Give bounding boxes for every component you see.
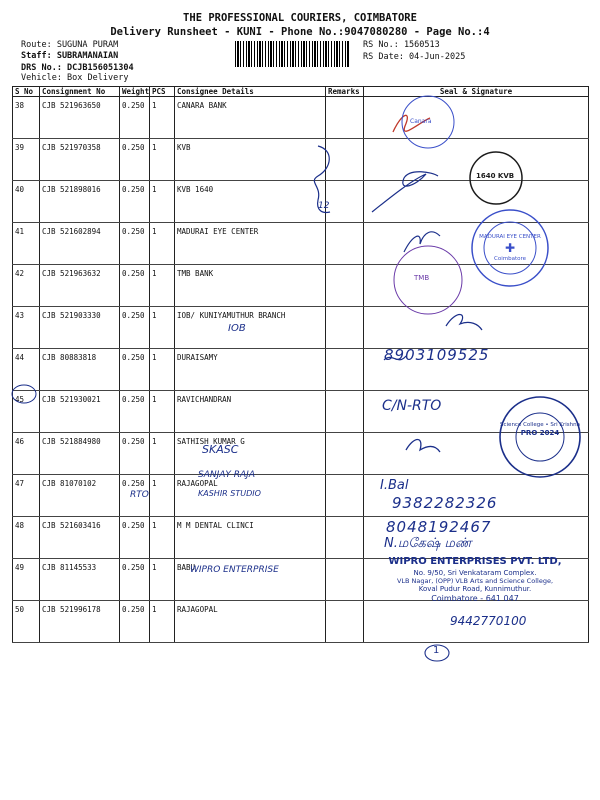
- cell-pcs: 1: [150, 475, 175, 517]
- cell-consignment-no: CJB 521898016: [40, 181, 120, 223]
- staff-label: Staff: SUBRAMANAIAN: [21, 51, 119, 61]
- cell-weight: 0.250: [120, 475, 150, 517]
- cell-consignee: KVB: [175, 139, 326, 181]
- wipro-stamp-line1: No. 9/50, Sri Venkataram Complex.: [413, 568, 537, 577]
- cell-consignment-no: CJB 521963632: [40, 265, 120, 307]
- madurai-stamp-ring: MADURAI EYE CENTER: [479, 234, 541, 240]
- sri-krishna-stamp: [500, 422, 580, 438]
- cell-pcs: 1: [150, 349, 175, 391]
- madurai-stamp-city: Coimbatore: [494, 255, 526, 262]
- hand-phone-50: 9442770100: [450, 614, 527, 628]
- cell-consignee: IOB/ KUNIYAMUTHUR BRANCH: [175, 307, 326, 349]
- cell-sno: 49: [13, 559, 40, 601]
- rs-date-label: RS Date: 04-Jun-2025: [363, 52, 466, 62]
- cell-sno: 39: [13, 139, 40, 181]
- hand-phone-44: 8903109525: [384, 346, 490, 364]
- hand-wipro: WIPRO ENTERPRISE: [190, 565, 279, 575]
- cell-weight: 0.250: [120, 559, 150, 601]
- cell-sno: 50: [13, 601, 40, 643]
- cell-consignment-no: CJB 521930021: [40, 391, 120, 433]
- cell-weight: 0.250: [120, 433, 150, 475]
- drs-label: DRS No.: DCJB156051304: [21, 63, 134, 73]
- cell-pcs: 1: [150, 391, 175, 433]
- cell-consignment-no: CJB 521903330: [40, 307, 120, 349]
- cell-consignment-no: CJB 81145533: [40, 559, 120, 601]
- hand-ibal: I.Bal: [380, 478, 409, 493]
- route-label: Route: SUGUNA PURAM: [21, 40, 119, 50]
- hand-circled-1: 1: [433, 645, 440, 656]
- col-weight-header: Weight: [120, 87, 150, 97]
- cell-consignee: BABU: [175, 559, 326, 601]
- cell-sno: 40: [13, 181, 40, 223]
- col-seal-header: Seal & Signature: [364, 87, 589, 97]
- madurai-eye-stamp: [472, 234, 548, 263]
- cell-consignment-no: CJB 521884980: [40, 433, 120, 475]
- cell-consignee: M M DENTAL CLINCI: [175, 517, 326, 559]
- cell-weight: 0.250: [120, 391, 150, 433]
- col-remarks-header: Remarks: [326, 87, 364, 97]
- wipro-stamp-line2: VLB Nagar, (OPP) VLB Arts and Science College,: [396, 577, 554, 586]
- cell-pcs: 1: [150, 265, 175, 307]
- cell-pcs: 1: [150, 139, 175, 181]
- cell-consignee: DURAISAMY: [175, 349, 326, 391]
- hand-sanjay-raja: SANJAY RAJA: [198, 470, 255, 480]
- col-consignee-header: Consignee Details: [175, 87, 326, 97]
- cell-consignment-no: CJB 81070102: [40, 475, 120, 517]
- cell-weight: 0.250: [120, 181, 150, 223]
- wipro-stamp-line3: Koval Pudur Road, Kunnimuthur.: [418, 585, 532, 594]
- cell-consignment-no: CJB 80883818: [40, 349, 120, 391]
- wipro-stamp-line4: Coimbatore - 641 047: [431, 594, 519, 604]
- cell-pcs: 1: [150, 433, 175, 475]
- cell-consignment-no: CJB 521970358: [40, 139, 120, 181]
- wipro-stamp: [370, 556, 580, 604]
- runsheet-title: Delivery Runsheet - KUNI - Phone No.:9047080280 - Page No.:4: [110, 26, 490, 38]
- cell-consignment-no: CJB 521603416: [40, 517, 120, 559]
- cell-consignment-no: CJB 521963650: [40, 97, 120, 139]
- cell-pcs: 1: [150, 181, 175, 223]
- hand-name-48: N.மகேஷ் மண்: [384, 536, 472, 551]
- cell-sno: 42: [13, 265, 40, 307]
- cell-sno: 43: [13, 307, 40, 349]
- canara-stamp: Canara: [410, 118, 432, 125]
- cell-consignee: CANARA BANK: [175, 97, 326, 139]
- col-consignment-header: Consignment No: [40, 87, 120, 97]
- cell-consignee: RAVICHANDRAN: [175, 391, 326, 433]
- cell-weight: 0.250: [120, 601, 150, 643]
- rs-no-label: RS No.: 1560513: [363, 40, 440, 50]
- hand-kashir-studio: KASHIR STUDIO: [198, 489, 261, 498]
- cell-weight: 0.250: [120, 265, 150, 307]
- cell-sno: 47: [13, 475, 40, 517]
- cell-weight: 0.250: [120, 307, 150, 349]
- cell-pcs: 1: [150, 223, 175, 265]
- company-title: THE PROFESSIONAL COURIERS, COIMBATORE: [183, 12, 417, 24]
- kvb-stamp: 1640 KVB: [476, 172, 515, 180]
- cell-weight: 0.250: [120, 97, 150, 139]
- cell-consignee: MADURAI EYE CENTER: [175, 223, 326, 265]
- cell-weight: 0.250: [120, 349, 150, 391]
- sri-krishna-ring: Science College • Sri Krishna: [500, 422, 580, 428]
- hand-phone-48: 8048192467: [386, 518, 492, 536]
- col-sno-header: S No: [13, 87, 40, 97]
- cell-consignee: TMB BANK: [175, 265, 326, 307]
- madurai-stamp-cross-icon: ✚: [504, 240, 516, 255]
- cell-consignment-no: CJB 521602894: [40, 223, 120, 265]
- cell-consignment-no: CJB 521996178: [40, 601, 120, 643]
- cell-pcs: 1: [150, 601, 175, 643]
- cell-pcs: 1: [150, 97, 175, 139]
- cell-weight: 0.250: [120, 139, 150, 181]
- cell-consignee: RAJAGOPAL: [175, 601, 326, 643]
- cell-weight: 0.250: [120, 223, 150, 265]
- cell-sno: 46: [13, 433, 40, 475]
- cell-sno: 38: [13, 97, 40, 139]
- cell-sno: 48: [13, 517, 40, 559]
- cell-consignee: SATHISH KUMAR G: [175, 433, 326, 475]
- cell-sno: 41: [13, 223, 40, 265]
- cell-sno: 44: [13, 349, 40, 391]
- cell-sno: 45: [13, 391, 40, 433]
- hand-phone-47: 9382282326: [392, 494, 498, 512]
- cell-consignee: KVB 1640: [175, 181, 326, 223]
- cell-pcs: 1: [150, 307, 175, 349]
- cell-pcs: 1: [150, 559, 175, 601]
- cell-consignee: RAJAGOPAL: [175, 475, 326, 517]
- hand-skasc: SKASC: [202, 443, 239, 456]
- cell-weight: 0.250: [120, 517, 150, 559]
- hand-ravichandran-note: C/N-RTO: [382, 398, 442, 414]
- sri-krishna-core: PRO 2024: [520, 428, 560, 437]
- wipro-stamp-name: WIPRO ENTERPRISES PVT. LTD,: [388, 556, 562, 567]
- cell-pcs: 1: [150, 517, 175, 559]
- vehicle-label: Vehicle: Box Delivery: [21, 73, 129, 83]
- col-pcs-header: PCS: [150, 87, 175, 97]
- hand-12: 12: [318, 201, 330, 211]
- tmb-stamp: TMB: [414, 274, 430, 282]
- hand-iob: IOB: [228, 323, 246, 334]
- hand-rto: RTO: [130, 490, 149, 500]
